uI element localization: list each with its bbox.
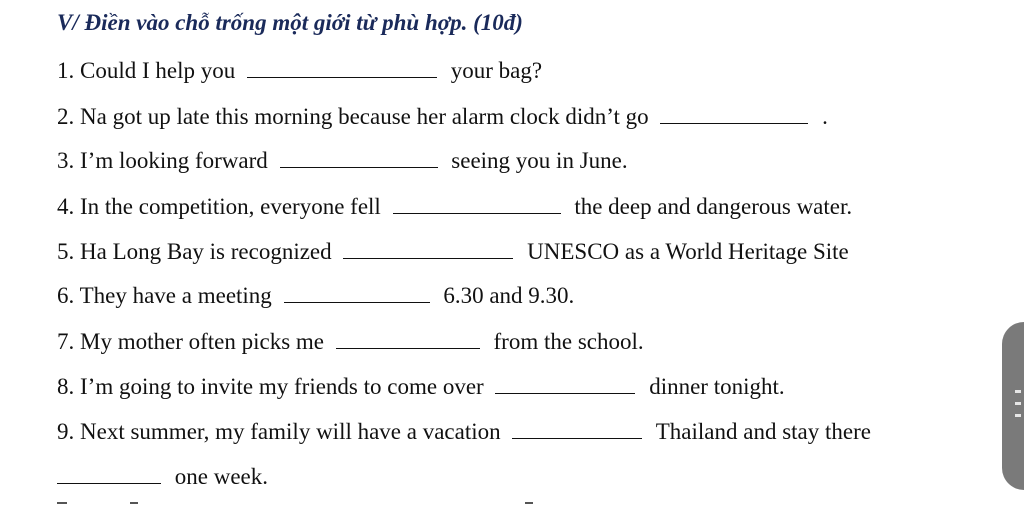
question-2-before: 2. Na got up late this morning because her alarm clock didn’t go <box>57 104 649 129</box>
question-6-after: 6.30 and 9.30. <box>443 283 575 308</box>
question-8-after: dinner tonight. <box>649 374 785 399</box>
question-9-after: Thailand and stay there <box>655 419 871 444</box>
question-6 <box>57 281 574 311</box>
question-4-after: the deep and dangerous water. <box>574 194 853 219</box>
question-5-before: 5. Ha Long Bay is recognized <box>57 239 332 264</box>
question-6-before: 6. They have a meeting <box>57 283 272 308</box>
grip-line-icon <box>1015 402 1021 405</box>
question-8-blank <box>495 373 635 394</box>
question-6-blank <box>284 282 430 303</box>
question-9 <box>57 417 871 447</box>
question-1-before: 1. Could I help you <box>57 58 236 83</box>
question-9-second-blank <box>57 463 161 484</box>
question-7-after: from the school. <box>493 329 644 354</box>
question-2 <box>57 102 828 132</box>
question-1-blank <box>247 57 437 78</box>
question-3-blank <box>280 147 438 168</box>
grip-line-icon <box>1015 414 1021 417</box>
side-scroll-handle[interactable] <box>1002 322 1024 490</box>
question-8 <box>57 372 785 402</box>
question-8-before: 8. I’m going to invite my friends to come over <box>57 374 484 399</box>
question-7 <box>57 327 644 357</box>
question-1 <box>57 56 542 86</box>
question-3 <box>57 146 628 176</box>
question-5-after: UNESCO as a World Heritage Site <box>527 239 849 264</box>
question-3-before: 3. I’m looking forward <box>57 148 268 173</box>
question-1-after: your bag? <box>450 58 543 83</box>
cutoff-mark-left <box>57 502 67 504</box>
question-2-after: . <box>822 104 828 129</box>
question-5 <box>57 237 849 267</box>
exercise-heading: V/ Điền vào chỗ trống một giới từ phù hợp. (10đ) <box>57 10 523 35</box>
question-3-after: seeing you in June. <box>451 148 628 173</box>
question-5-blank <box>343 238 513 259</box>
question-9-before: 9. Next summer, my family will have a vacation <box>57 419 501 444</box>
cutoff-mark-middle <box>130 502 138 504</box>
question-7-before: 7. My mother often picks me <box>57 329 325 354</box>
question-9-blank <box>512 418 642 439</box>
question-7-blank <box>336 328 480 349</box>
question-2-blank <box>660 103 808 124</box>
question-4-blank <box>393 193 561 214</box>
grip-line-icon <box>1015 390 1021 393</box>
question-4-before: 4. In the competition, everyone fell <box>57 194 381 219</box>
question-9-continued <box>57 462 268 492</box>
cutoff-mark-right <box>525 502 533 504</box>
question-4 <box>57 192 852 222</box>
question-9-continued-after: one week. <box>174 464 268 489</box>
